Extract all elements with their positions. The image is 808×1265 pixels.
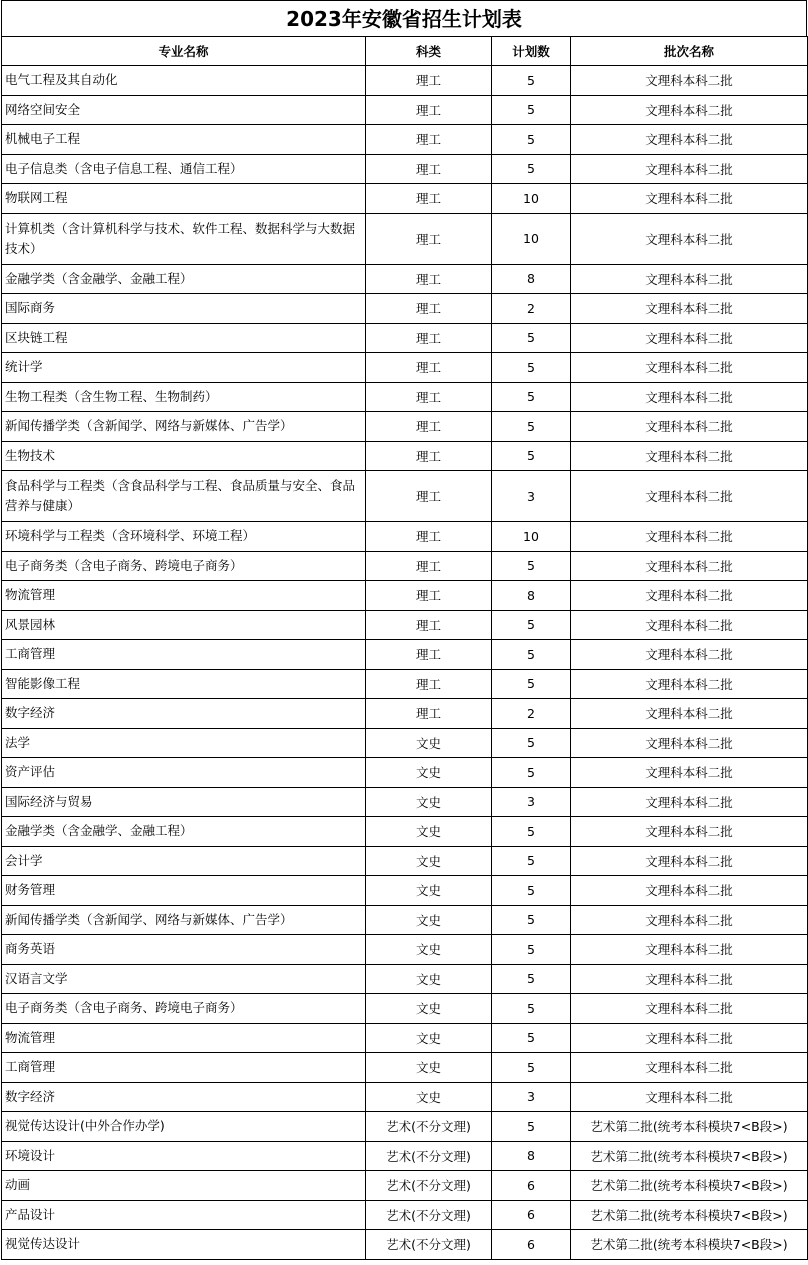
category-cell: 艺术(不分文理) (366, 1112, 492, 1142)
plan-count-cell: 10 (492, 522, 571, 552)
batch-cell: 艺术第二批(统考本科模块7<B段>) (571, 1141, 808, 1171)
major-cell: 国际经济与贸易 (2, 787, 366, 817)
major-cell: 机械电子工程 (2, 125, 366, 155)
category-cell: 文史 (366, 905, 492, 935)
batch-cell: 文理科本科二批 (571, 728, 808, 758)
batch-cell: 文理科本科二批 (571, 905, 808, 935)
table-row (2, 471, 808, 522)
batch-cell: 文理科本科二批 (571, 935, 808, 965)
batch-cell: 文理科本科二批 (571, 1053, 808, 1083)
major-cell: 计算机类（含计算机科学与技术、软件工程、数据科学与大数据技术） (2, 213, 366, 264)
batch-cell: 文理科本科二批 (571, 640, 808, 670)
batch-cell: 文理科本科二批 (571, 994, 808, 1024)
plan-count-cell: 5 (492, 1053, 571, 1083)
table-row (2, 213, 808, 264)
batch-cell: 文理科本科二批 (571, 125, 808, 155)
category-cell: 理工 (366, 95, 492, 125)
plan-count-cell: 5 (492, 323, 571, 353)
header-plan-count: 计划数 (492, 37, 571, 66)
table-row (2, 964, 808, 994)
plan-count-cell: 10 (492, 213, 571, 264)
batch-cell: 文理科本科二批 (571, 95, 808, 125)
batch-cell: 文理科本科二批 (571, 382, 808, 412)
major-cell: 物流管理 (2, 581, 366, 611)
major-cell: 生物技术 (2, 441, 366, 471)
batch-cell: 文理科本科二批 (571, 264, 808, 294)
table-row (2, 905, 808, 935)
major-cell: 动画 (2, 1171, 366, 1201)
plan-count-cell: 5 (492, 66, 571, 96)
major-cell: 数字经济 (2, 1082, 366, 1112)
category-cell: 理工 (366, 669, 492, 699)
batch-cell: 文理科本科二批 (571, 353, 808, 383)
table-row (2, 1171, 808, 1201)
category-cell: 理工 (366, 353, 492, 383)
category-cell: 理工 (366, 699, 492, 729)
major-cell: 金融学类（含金融学、金融工程） (2, 817, 366, 847)
table-row (2, 817, 808, 847)
major-cell: 商务英语 (2, 935, 366, 965)
batch-cell: 文理科本科二批 (571, 669, 808, 699)
batch-cell: 文理科本科二批 (571, 471, 808, 522)
batch-cell: 文理科本科二批 (571, 846, 808, 876)
table-row (2, 184, 808, 214)
table-row (2, 1053, 808, 1083)
header-batch: 批次名称 (571, 37, 808, 66)
table-row (2, 1082, 808, 1112)
major-cell: 电子商务类（含电子商务、跨境电子商务） (2, 551, 366, 581)
plan-count-cell: 5 (492, 412, 571, 442)
table-row (2, 412, 808, 442)
category-cell: 文史 (366, 758, 492, 788)
major-cell: 汉语言文学 (2, 964, 366, 994)
table-row (2, 382, 808, 412)
major-cell: 网络空间安全 (2, 95, 366, 125)
batch-cell: 文理科本科二批 (571, 154, 808, 184)
plan-count-cell: 6 (492, 1200, 571, 1230)
table-row (2, 935, 808, 965)
major-cell: 食品科学与工程类（含食品科学与工程、食品质量与安全、食品营养与健康） (2, 471, 366, 522)
plan-count-cell: 5 (492, 728, 571, 758)
plan-count-cell: 2 (492, 699, 571, 729)
header-category: 科类 (366, 37, 492, 66)
category-cell: 理工 (366, 213, 492, 264)
category-cell: 文史 (366, 1082, 492, 1112)
batch-cell: 文理科本科二批 (571, 412, 808, 442)
plan-count-cell: 5 (492, 353, 571, 383)
category-cell: 理工 (366, 551, 492, 581)
table-header-row (2, 37, 808, 66)
major-cell: 电子商务类（含电子商务、跨境电子商务） (2, 994, 366, 1024)
category-cell: 理工 (366, 264, 492, 294)
table-row (2, 1230, 808, 1260)
major-cell: 生物工程类（含生物工程、生物制药） (2, 382, 366, 412)
batch-cell: 文理科本科二批 (571, 294, 808, 324)
batch-cell: 文理科本科二批 (571, 441, 808, 471)
category-cell: 文史 (366, 876, 492, 906)
table-row (2, 994, 808, 1024)
batch-cell: 文理科本科二批 (571, 817, 808, 847)
table-row (2, 1023, 808, 1053)
table-row (2, 323, 808, 353)
plan-count-cell: 5 (492, 846, 571, 876)
table-row (2, 876, 808, 906)
batch-cell: 文理科本科二批 (571, 699, 808, 729)
category-cell: 文史 (366, 1053, 492, 1083)
batch-cell: 文理科本科二批 (571, 581, 808, 611)
category-cell: 文史 (366, 728, 492, 758)
plan-count-cell: 3 (492, 787, 571, 817)
plan-count-cell: 5 (492, 905, 571, 935)
table-body (2, 66, 808, 1260)
plan-count-cell: 8 (492, 1141, 571, 1171)
category-cell: 理工 (366, 640, 492, 670)
plan-count-cell: 5 (492, 935, 571, 965)
plan-count-cell: 3 (492, 471, 571, 522)
table-row (2, 846, 808, 876)
batch-cell: 文理科本科二批 (571, 522, 808, 552)
table-row (2, 66, 808, 96)
batch-cell: 文理科本科二批 (571, 610, 808, 640)
table-row (2, 353, 808, 383)
plan-count-cell: 8 (492, 581, 571, 611)
plan-count-cell: 5 (492, 1023, 571, 1053)
major-cell: 电气工程及其自动化 (2, 66, 366, 96)
category-cell: 理工 (366, 66, 492, 96)
plan-count-cell: 5 (492, 876, 571, 906)
table-row (2, 1141, 808, 1171)
category-cell: 理工 (366, 610, 492, 640)
batch-cell: 文理科本科二批 (571, 66, 808, 96)
major-cell: 统计学 (2, 353, 366, 383)
batch-cell: 文理科本科二批 (571, 964, 808, 994)
major-cell: 产品设计 (2, 1200, 366, 1230)
plan-count-cell: 10 (492, 184, 571, 214)
plan-count-cell: 5 (492, 382, 571, 412)
table-row (2, 125, 808, 155)
batch-cell: 艺术第二批(统考本科模块7<B段>) (571, 1230, 808, 1260)
category-cell: 艺术(不分文理) (366, 1230, 492, 1260)
plan-count-cell: 5 (492, 817, 571, 847)
major-cell: 财务管理 (2, 876, 366, 906)
major-cell: 视觉传达设计 (2, 1230, 366, 1260)
table-row (2, 294, 808, 324)
table-row (2, 551, 808, 581)
category-cell: 文史 (366, 1023, 492, 1053)
batch-cell: 文理科本科二批 (571, 184, 808, 214)
category-cell: 理工 (366, 522, 492, 552)
plan-count-cell: 5 (492, 640, 571, 670)
table-row (2, 699, 808, 729)
table-row (2, 581, 808, 611)
table-row (2, 95, 808, 125)
page-title: 2023年安徽省招生计划表 (1, 0, 807, 36)
major-cell: 区块链工程 (2, 323, 366, 353)
table-row (2, 787, 808, 817)
table-row (2, 264, 808, 294)
major-cell: 智能影像工程 (2, 669, 366, 699)
major-cell: 物联网工程 (2, 184, 366, 214)
category-cell: 文史 (366, 994, 492, 1024)
table-row (2, 1112, 808, 1142)
category-cell: 理工 (366, 441, 492, 471)
category-cell: 艺术(不分文理) (366, 1171, 492, 1201)
category-cell: 文史 (366, 846, 492, 876)
plan-count-cell: 5 (492, 669, 571, 699)
table-row (2, 441, 808, 471)
table-row (2, 669, 808, 699)
batch-cell: 文理科本科二批 (571, 551, 808, 581)
major-cell: 会计学 (2, 846, 366, 876)
table-row (2, 728, 808, 758)
major-cell: 工商管理 (2, 1053, 366, 1083)
category-cell: 理工 (366, 581, 492, 611)
category-cell: 文史 (366, 817, 492, 847)
major-cell: 数字经济 (2, 699, 366, 729)
major-cell: 环境设计 (2, 1141, 366, 1171)
table-row (2, 758, 808, 788)
plan-count-cell: 5 (492, 441, 571, 471)
batch-cell: 文理科本科二批 (571, 1023, 808, 1053)
plan-count-cell: 8 (492, 264, 571, 294)
batch-cell: 文理科本科二批 (571, 787, 808, 817)
plan-count-cell: 6 (492, 1171, 571, 1201)
major-cell: 国际商务 (2, 294, 366, 324)
header-major: 专业名称 (2, 37, 366, 66)
plan-count-cell: 5 (492, 154, 571, 184)
category-cell: 理工 (366, 382, 492, 412)
category-cell: 艺术(不分文理) (366, 1200, 492, 1230)
major-cell: 电子信息类（含电子信息工程、通信工程） (2, 154, 366, 184)
category-cell: 文史 (366, 935, 492, 965)
category-cell: 理工 (366, 125, 492, 155)
major-cell: 视觉传达设计(中外合作办学) (2, 1112, 366, 1142)
plan-count-cell: 5 (492, 95, 571, 125)
major-cell: 新闻传播学类（含新闻学、网络与新媒体、广告学） (2, 412, 366, 442)
plan-count-cell: 5 (492, 994, 571, 1024)
major-cell: 物流管理 (2, 1023, 366, 1053)
major-cell: 法学 (2, 728, 366, 758)
category-cell: 理工 (366, 412, 492, 442)
batch-cell: 文理科本科二批 (571, 1082, 808, 1112)
batch-cell: 文理科本科二批 (571, 323, 808, 353)
table-row (2, 610, 808, 640)
major-cell: 资产评估 (2, 758, 366, 788)
batch-cell: 艺术第二批(统考本科模块7<B段>) (571, 1112, 808, 1142)
major-cell: 新闻传播学类（含新闻学、网络与新媒体、广告学） (2, 905, 366, 935)
batch-cell: 文理科本科二批 (571, 213, 808, 264)
plan-count-cell: 5 (492, 1112, 571, 1142)
category-cell: 文史 (366, 787, 492, 817)
batch-cell: 艺术第二批(统考本科模块7<B段>) (571, 1200, 808, 1230)
category-cell: 理工 (366, 184, 492, 214)
table-row (2, 522, 808, 552)
category-cell: 理工 (366, 294, 492, 324)
category-cell: 理工 (366, 471, 492, 522)
batch-cell: 文理科本科二批 (571, 876, 808, 906)
plan-count-cell: 5 (492, 610, 571, 640)
major-cell: 金融学类（含金融学、金融工程） (2, 264, 366, 294)
batch-cell: 艺术第二批(统考本科模块7<B段>) (571, 1171, 808, 1201)
plan-count-cell: 5 (492, 758, 571, 788)
category-cell: 文史 (366, 964, 492, 994)
table-row (2, 154, 808, 184)
major-cell: 风景园林 (2, 610, 366, 640)
category-cell: 理工 (366, 154, 492, 184)
table-row (2, 640, 808, 670)
category-cell: 理工 (366, 323, 492, 353)
plan-count-cell: 5 (492, 964, 571, 994)
major-cell: 环境科学与工程类（含环境科学、环境工程） (2, 522, 366, 552)
category-cell: 艺术(不分文理) (366, 1141, 492, 1171)
plan-count-cell: 5 (492, 125, 571, 155)
enrollment-plan-table (1, 36, 808, 1260)
plan-count-cell: 2 (492, 294, 571, 324)
batch-cell: 文理科本科二批 (571, 758, 808, 788)
table-row (2, 1200, 808, 1230)
major-cell: 工商管理 (2, 640, 366, 670)
plan-count-cell: 3 (492, 1082, 571, 1112)
plan-document (1, 0, 807, 1260)
plan-count-cell: 6 (492, 1230, 571, 1260)
plan-count-cell: 5 (492, 551, 571, 581)
